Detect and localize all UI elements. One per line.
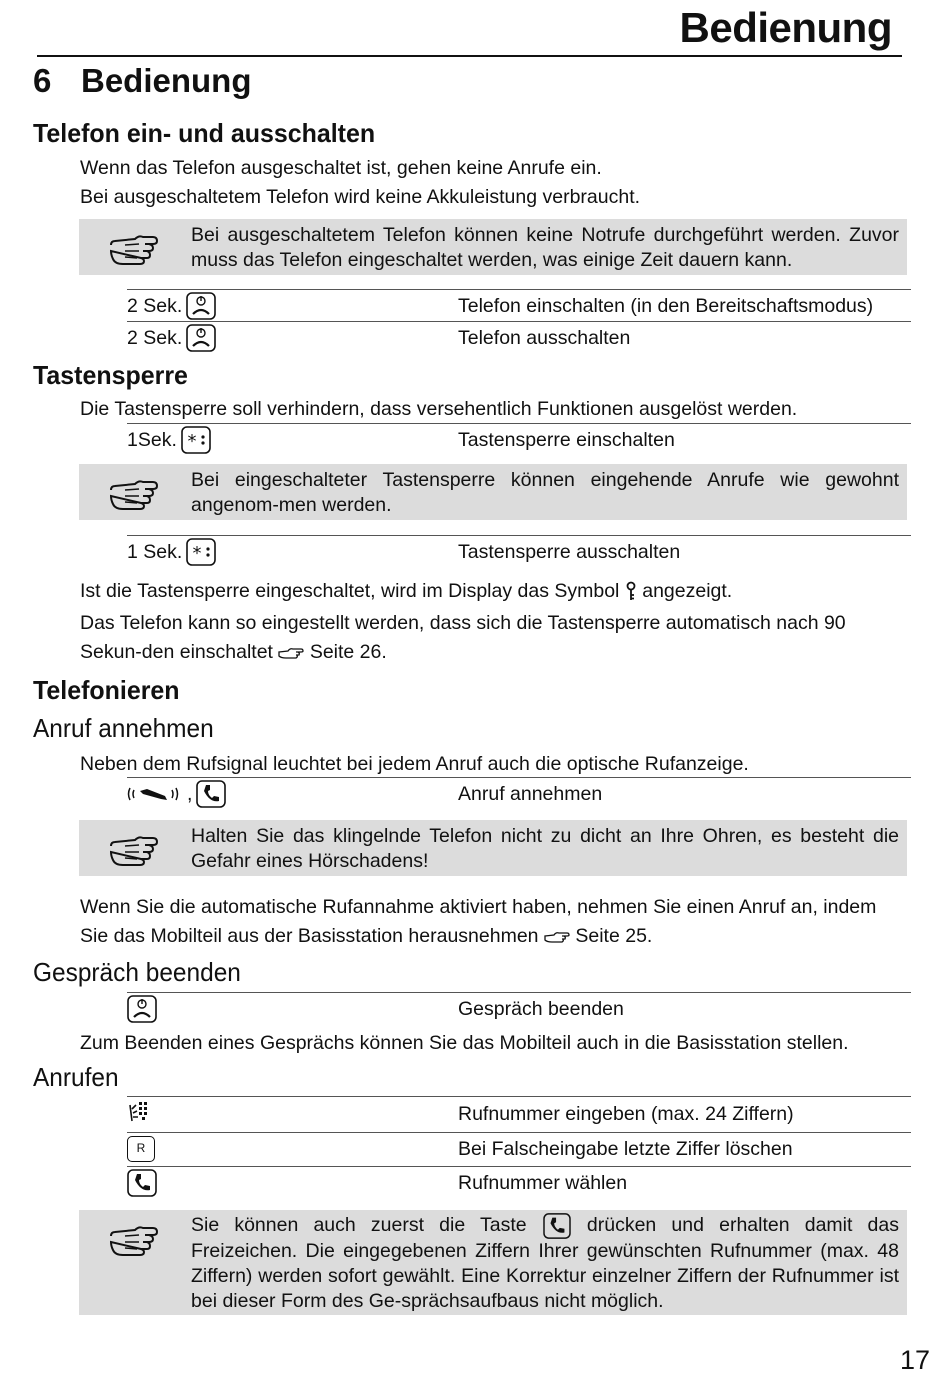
note-text: Bei ausgeschaltetem Telefon können keine Notrufe durchgeführt werden. Zuvor muss das Telefon eingeschaltet werden, was einige Zeit dauern kann.: [191, 224, 899, 271]
page-reference[interactable]: Seite 25.: [575, 925, 653, 947]
table-row: [127, 1096, 911, 1133]
keylock-paragraph-1: Die Tastensperre soll verhindern, dass versehentlich Funktionen ausgelöst werden.: [80, 398, 798, 420]
table-row: [127, 289, 911, 322]
talk-key-icon: [127, 1169, 157, 1197]
heading-power: Telefon ein- und ausschalten: [33, 118, 376, 148]
chapter-number: 6: [33, 62, 52, 99]
svg-text:*: *: [192, 543, 202, 564]
text-run: Sie können auch zuerst die Taste: [191, 1214, 527, 1237]
row-description: Telefon einschalten (in den Bereitschaftsmodus): [458, 295, 874, 317]
pointing-hand-icon: [109, 1222, 159, 1256]
row-description: Rufnummer wählen: [458, 1172, 628, 1194]
end-call-power-icon: [186, 292, 216, 320]
star-key-icon: [181, 426, 211, 454]
key-separator: ,: [187, 782, 193, 805]
note-text: [191, 1213, 899, 1314]
key-duration: 1 Sek.: [127, 540, 183, 563]
row-description: Rufnummer eingeben (max. 24 Ziffern): [458, 1103, 794, 1125]
note-text: Bei eingeschalteter Tastensperre können eingehende Anrufe wie gewohnt angenom-men werden.: [191, 469, 899, 516]
row-description: Telefon ausschalten: [458, 327, 631, 349]
keypad-entry-icon: [127, 1099, 149, 1127]
heading-keylock: Tastensperre: [33, 360, 188, 390]
table-row: [127, 535, 911, 568]
subheading-end-call: Gespräch beenden: [33, 957, 241, 987]
key-duration: 1Sek.: [127, 428, 177, 451]
chapter-title: [33, 62, 252, 100]
keylock-paragraph-3: [80, 609, 900, 667]
star-key-icon: [186, 538, 216, 566]
pointing-hand-icon: [109, 231, 159, 265]
text-run: Ist die Tastensperre eingeschaltet, wird im Display das Symbol: [80, 580, 620, 602]
subheading-answer-call: Anruf annehmen: [33, 713, 214, 743]
row-description: Tastensperre ausschalten: [458, 541, 681, 563]
text-run: Das Telefon kann so eingestellt werden, dass sich die Tastensperre automatisch nach 90 Sekun-den einschaltet: [80, 612, 846, 663]
running-header-title: Bedienung: [679, 4, 892, 51]
row-description: Gespräch beenden: [458, 998, 624, 1020]
table-row: [127, 992, 911, 1025]
end-call-power-icon: [127, 995, 157, 1023]
text-run: Wenn Sie die automatische Rufannahme aktiviert haben, nehmen Sie einen Anruf an, indem Sie das Mobilteil aus der Basisstation herausnehmen: [80, 896, 877, 947]
row-description: Tastensperre einschalten: [458, 429, 675, 451]
text-run: drücken und erhalten damit das Freizeichen. Die eingegebenen Ziffern Ihrer gewünschten Rufnummer (max. 48 Ziffern) werden sofort gewählt. Eine Korrektur einzelner Ziffern der Rufnummer ist bei dieser Form des Ge-sprächsaufbaus nicht möglich.: [191, 1214, 899, 1312]
row-description: Anruf annehmen: [458, 783, 603, 805]
page-reference[interactable]: Seite 26.: [309, 641, 387, 663]
key-duration: 2 Sek.: [127, 294, 183, 317]
pointing-hand-icon: [109, 476, 159, 510]
talk-key-icon: [196, 780, 226, 808]
table-row: [127, 321, 911, 354]
see-page-pointer-icon: [278, 646, 304, 660]
r-key-icon: R: [127, 1136, 155, 1162]
table-row: [127, 1166, 911, 1201]
note-box-dial: [79, 1210, 907, 1315]
note-text: Halten Sie das klingelnde Telefon nicht zu dicht an Ihre Ohren, es besteht die Gefahr eines Hörschadens!: [191, 825, 899, 872]
table-row: [127, 423, 911, 456]
end-call-power-icon: [186, 324, 216, 352]
answer-paragraph-2: [80, 893, 900, 951]
end-paragraph-1: Zum Beenden eines Gesprächs können Sie das Mobilteil auch in die Basisstation stellen.: [80, 1032, 849, 1054]
table-row: [127, 777, 911, 810]
row-description: Bei Falscheingabe letzte Ziffer löschen: [458, 1138, 793, 1160]
note-box-power: [79, 219, 907, 275]
note-box-hearing: [79, 820, 907, 876]
ringing-handset-icon: [127, 784, 183, 804]
key-symbol-icon: [625, 581, 637, 603]
subheading-dial: Anrufen: [33, 1062, 119, 1092]
header-rule: [37, 55, 902, 57]
power-paragraph-1: Wenn das Telefon ausgeschaltet ist, gehen keine Anrufe ein.: [80, 157, 602, 179]
power-paragraph-2: Bei ausgeschaltetem Telefon wird keine Akkuleistung verbraucht.: [80, 186, 641, 208]
note-box-keylock: [79, 464, 907, 520]
table-row: [127, 1132, 911, 1167]
svg-text:*: *: [187, 431, 197, 452]
chapter-title-text: Bedienung: [81, 62, 252, 99]
answer-paragraph-1: Neben dem Rufsignal leuchtet bei jedem Anruf auch die optische Rufanzeige.: [80, 753, 749, 775]
text-run: angezeigt.: [642, 580, 733, 602]
see-page-pointer-icon: [544, 930, 570, 944]
pointing-hand-icon: [109, 832, 159, 866]
key-duration: 2 Sek.: [127, 326, 183, 349]
page-number: 17: [899, 1345, 930, 1375]
talk-key-icon: [542, 1213, 572, 1239]
heading-calling: Telefonieren: [33, 675, 180, 705]
keylock-paragraph-2: [80, 577, 900, 606]
